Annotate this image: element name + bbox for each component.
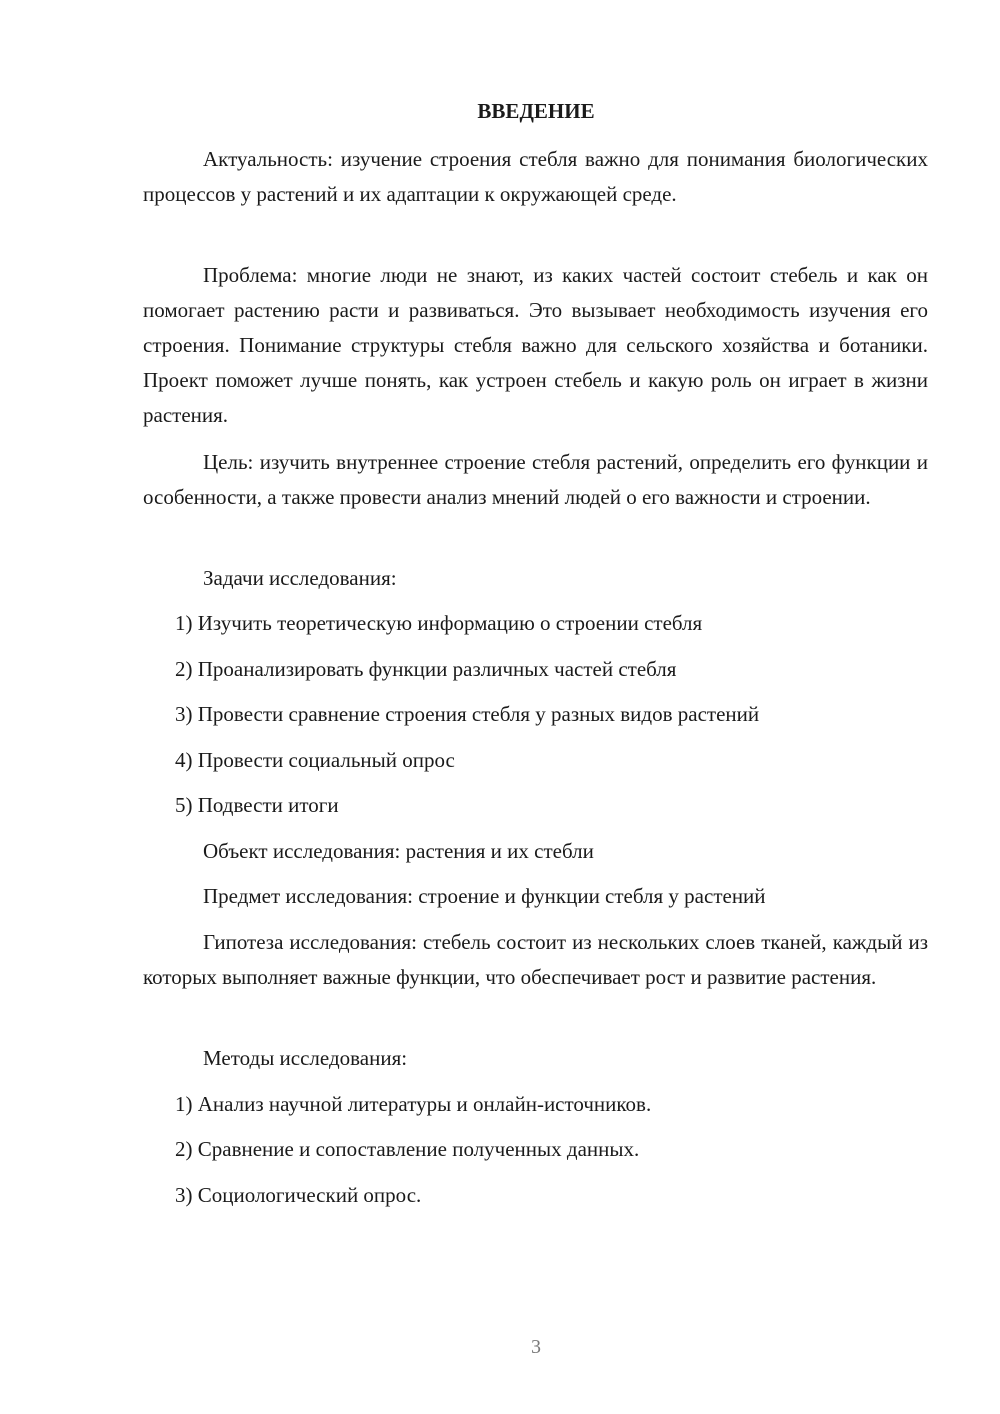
method-item: 3) Социологический опрос. — [175, 1183, 422, 1207]
problem-paragraph: Проблема: многие люди не знают, из каких частей состоит стебель и как он помогает растению расти и развиваться. Это вызывает необходимость изучения его строения. Понимание структуры стебля важно для сельского хозяйства и ботаники. Проект поможет лучше понять, как устроен стебель и какую роль он играет в жизни растения. — [143, 263, 928, 427]
goal-paragraph: Цель: изучить внутреннее строение стебля растений, определить его функции и особенности, а также провести анализ мнений людей о его важности и строении. — [143, 450, 928, 509]
method-item: 1) Анализ научной литературы и онлайн-источников. — [175, 1092, 652, 1116]
task-item: 3) Провести сравнение строения стебля у разных видов растений — [175, 702, 760, 726]
research-object: Объект исследования: растения и их стебли — [203, 839, 594, 863]
task-item: 5) Подвести итоги — [175, 793, 339, 817]
task-item: 1) Изучить теоретическую информацию о строении стебля — [175, 611, 703, 635]
section-heading: ВВЕДЕНИЕ — [477, 99, 595, 123]
relevance-paragraph: Актуальность: изучение строения стебля важно для понимания биологических процессов у растений и их адаптации к окружающей среде. — [143, 147, 928, 206]
page-number: 3 — [531, 1336, 541, 1358]
method-item: 2) Сравнение и сопоставление полученных данных. — [175, 1137, 640, 1161]
research-subject: Предмет исследования: строение и функции стебля у растений — [203, 884, 766, 908]
task-item: 4) Провести социальный опрос — [175, 748, 455, 772]
methods-title: Методы исследования: — [203, 1046, 408, 1070]
hypothesis-paragraph: Гипотеза исследования: стебель состоит из нескольких слоев тканей, каждый из которых выполняет важные функции, что обеспечивает рост и развитие растения. — [143, 930, 928, 989]
task-item: 2) Проанализировать функции различных частей стебля — [175, 657, 677, 681]
tasks-title: Задачи исследования: — [203, 566, 397, 590]
